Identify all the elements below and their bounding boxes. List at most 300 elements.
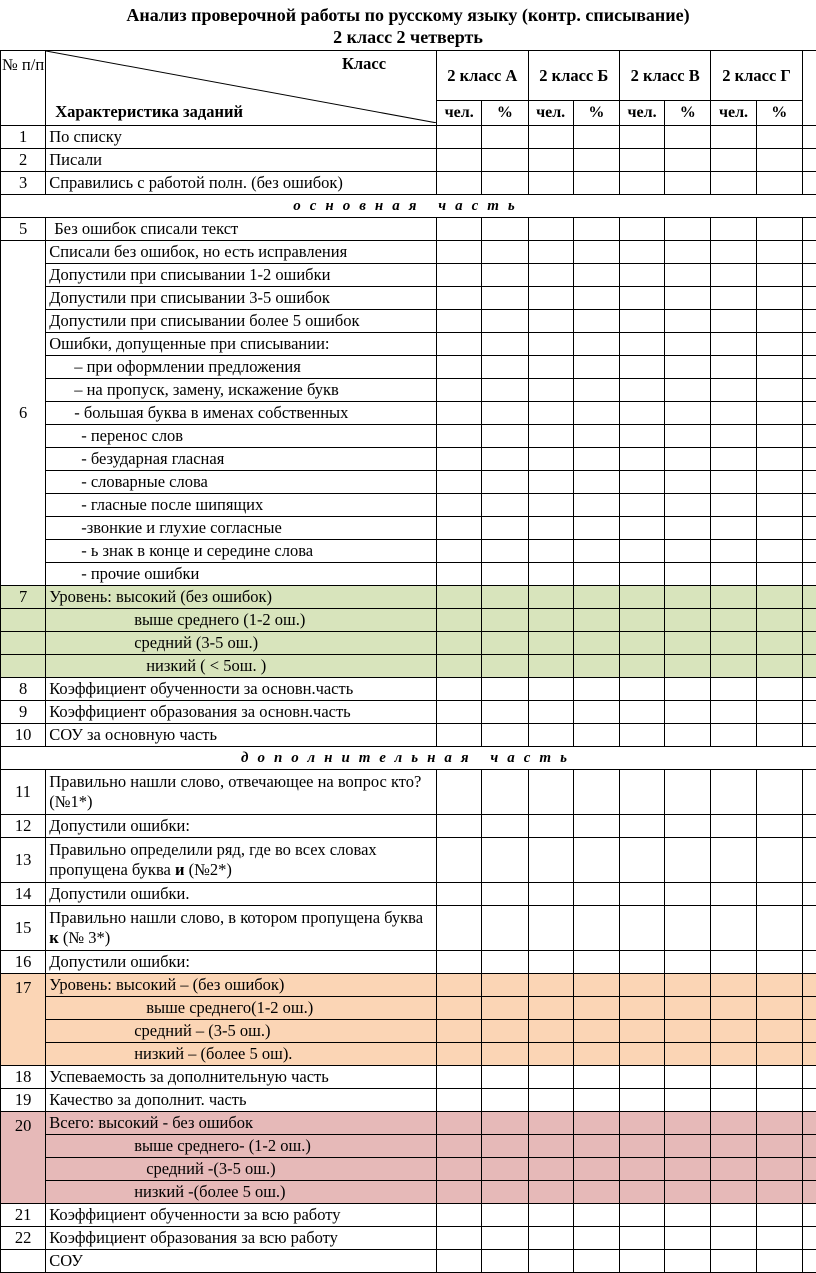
value-cell <box>573 815 619 838</box>
value-cell <box>802 1158 816 1181</box>
row-text: низкий ( < 5ош. ) <box>46 655 437 678</box>
value-cell <box>756 1089 802 1112</box>
table-row <box>1 402 816 425</box>
value-cell <box>619 425 664 448</box>
value-cell <box>802 1204 816 1227</box>
value-cell <box>573 883 619 906</box>
row-text: низкий -(более 5 ош.) <box>46 1181 437 1204</box>
value-cell <box>528 241 573 264</box>
value-cell <box>437 1135 482 1158</box>
value-cell <box>619 172 664 195</box>
row-text: СОУ за основную часть <box>46 724 437 747</box>
section-row <box>1 195 816 218</box>
value-cell <box>756 356 802 379</box>
value-cell <box>711 1043 756 1066</box>
value-cell <box>482 815 528 838</box>
value-cell <box>756 517 802 540</box>
value-cell <box>437 333 482 356</box>
value-cell <box>711 655 756 678</box>
value-cell <box>482 997 528 1020</box>
value-cell <box>619 379 664 402</box>
value-cell <box>619 1250 664 1273</box>
table-row <box>1 264 816 287</box>
value-cell <box>665 379 711 402</box>
value-cell <box>437 632 482 655</box>
value-cell <box>802 883 816 906</box>
value-cell <box>665 310 711 333</box>
row-number: 21 <box>1 1204 46 1227</box>
value-cell <box>802 402 816 425</box>
value-cell <box>756 425 802 448</box>
value-cell <box>711 1250 756 1273</box>
row-text: По списку <box>46 126 437 149</box>
value-cell <box>802 974 816 997</box>
row-text: Допустили ошибки: <box>46 815 437 838</box>
value-cell <box>437 287 482 310</box>
value-cell <box>619 448 664 471</box>
value-cell <box>711 1181 756 1204</box>
section-row <box>1 747 816 770</box>
value-cell <box>482 883 528 906</box>
value-cell <box>482 701 528 724</box>
value-cell <box>528 333 573 356</box>
value-cell <box>573 402 619 425</box>
table-row <box>1 540 816 563</box>
value-cell <box>619 149 664 172</box>
value-cell <box>482 149 528 172</box>
row-text: Успеваемость за дополнительную часть <box>46 1066 437 1089</box>
table-row <box>1 1227 816 1250</box>
value-cell <box>482 402 528 425</box>
value-cell <box>482 974 528 997</box>
value-cell <box>665 149 711 172</box>
value-cell <box>802 770 816 815</box>
value-cell <box>802 655 816 678</box>
value-cell <box>711 974 756 997</box>
value-cell <box>711 448 756 471</box>
value-cell <box>619 1020 664 1043</box>
value-cell <box>665 997 711 1020</box>
table-row <box>1 883 816 906</box>
value-cell <box>756 951 802 974</box>
value-cell <box>802 724 816 747</box>
value-cell <box>437 425 482 448</box>
row-number: 10 <box>1 724 46 747</box>
value-cell <box>528 540 573 563</box>
value-cell <box>802 701 816 724</box>
value-cell <box>665 172 711 195</box>
value-cell <box>711 356 756 379</box>
row-text: Коэффициент образования за всю работу <box>46 1227 437 1250</box>
value-cell <box>665 126 711 149</box>
row-number: 20 <box>1 1112 46 1204</box>
value-cell <box>482 1227 528 1250</box>
value-cell <box>756 126 802 149</box>
value-cell <box>711 1112 756 1135</box>
row-number: 11 <box>1 770 46 815</box>
value-cell <box>756 333 802 356</box>
value-cell <box>802 379 816 402</box>
row-number: 17 <box>1 974 46 1066</box>
value-cell <box>528 609 573 632</box>
row-number <box>1 632 46 655</box>
value-cell <box>528 1158 573 1181</box>
table-row <box>1 126 816 149</box>
value-cell <box>482 1066 528 1089</box>
document-title <box>0 4 816 48</box>
value-cell <box>665 241 711 264</box>
extra-col-header <box>802 51 816 126</box>
table-row <box>1 632 816 655</box>
value-cell <box>482 724 528 747</box>
sub-people-g: чел. <box>711 101 756 126</box>
table-row <box>1 609 816 632</box>
table-row <box>1 655 816 678</box>
value-cell <box>437 609 482 632</box>
value-cell <box>665 655 711 678</box>
sub-people-b: чел. <box>528 101 573 126</box>
value-cell <box>482 379 528 402</box>
value-cell <box>528 632 573 655</box>
row-text: Допустили при списывании 1-2 ошибки <box>46 264 437 287</box>
table-row <box>1 997 816 1020</box>
value-cell <box>437 1227 482 1250</box>
value-cell <box>437 906 482 951</box>
value-cell <box>711 172 756 195</box>
value-cell <box>619 540 664 563</box>
value-cell <box>437 402 482 425</box>
value-cell <box>528 218 573 241</box>
value-cell <box>711 815 756 838</box>
table-row <box>1 701 816 724</box>
value-cell <box>665 356 711 379</box>
value-cell <box>802 1020 816 1043</box>
row-number: 13 <box>1 838 46 883</box>
value-cell <box>528 517 573 540</box>
value-cell <box>528 402 573 425</box>
row-text: -звонкие и глухие согласные <box>46 517 437 540</box>
value-cell <box>665 1043 711 1066</box>
value-cell <box>573 241 619 264</box>
row-text: низкий – (более 5 ош). <box>46 1043 437 1066</box>
value-cell <box>482 425 528 448</box>
row-text: Качество за дополнит. часть <box>46 1089 437 1112</box>
value-cell <box>802 425 816 448</box>
value-cell <box>665 1020 711 1043</box>
value-cell <box>619 310 664 333</box>
value-cell <box>573 1204 619 1227</box>
value-cell <box>482 655 528 678</box>
value-cell <box>619 1158 664 1181</box>
value-cell <box>437 974 482 997</box>
value-cell <box>711 310 756 333</box>
value-cell <box>756 310 802 333</box>
value-cell <box>528 149 573 172</box>
table-row <box>1 678 816 701</box>
value-cell <box>711 951 756 974</box>
value-cell <box>619 906 664 951</box>
value-cell <box>437 563 482 586</box>
value-cell <box>711 563 756 586</box>
title-line-1: Анализ проверочной работы по русскому языку (контр. списывание) <box>0 4 816 26</box>
row-text: - ь знак в конце и середине слова <box>46 540 437 563</box>
table-row <box>1 218 816 241</box>
row-text: Всего: высокий - без ошибок <box>46 1112 437 1135</box>
value-cell <box>711 517 756 540</box>
value-cell <box>619 655 664 678</box>
table-row <box>1 448 816 471</box>
row-number <box>1 1250 46 1273</box>
value-cell <box>756 448 802 471</box>
value-cell <box>665 724 711 747</box>
class-b-header: 2 класс Б <box>528 51 619 101</box>
value-cell <box>619 951 664 974</box>
value-cell <box>528 1250 573 1273</box>
value-cell <box>573 655 619 678</box>
row-number: 9 <box>1 701 46 724</box>
value-cell <box>802 241 816 264</box>
value-cell <box>528 448 573 471</box>
value-cell <box>711 678 756 701</box>
row-number: 15 <box>1 906 46 951</box>
value-cell <box>437 172 482 195</box>
value-cell <box>665 951 711 974</box>
value-cell <box>802 1043 816 1066</box>
value-cell <box>802 1089 816 1112</box>
value-cell <box>711 471 756 494</box>
value-cell <box>665 1227 711 1250</box>
value-cell <box>802 172 816 195</box>
value-cell <box>573 126 619 149</box>
value-cell <box>573 906 619 951</box>
value-cell <box>437 815 482 838</box>
table-row <box>1 1066 816 1089</box>
value-cell <box>619 356 664 379</box>
value-cell <box>665 1066 711 1089</box>
value-cell <box>482 218 528 241</box>
value-cell <box>665 563 711 586</box>
value-cell <box>711 402 756 425</box>
value-cell <box>528 678 573 701</box>
value-cell <box>802 333 816 356</box>
row-text: выше среднего- (1-2 ош.) <box>46 1135 437 1158</box>
value-cell <box>619 1181 664 1204</box>
value-cell <box>437 997 482 1020</box>
value-cell <box>665 517 711 540</box>
value-cell <box>619 701 664 724</box>
row-text: Допустили ошибки. <box>46 883 437 906</box>
value-cell <box>619 609 664 632</box>
row-text: - перенос слов <box>46 425 437 448</box>
table-row <box>1 1020 816 1043</box>
value-cell <box>665 1089 711 1112</box>
table-row <box>1 1181 816 1204</box>
value-cell <box>802 997 816 1020</box>
table-row <box>1 815 816 838</box>
row-text: - большая буква в именах собственных <box>46 402 437 425</box>
value-cell <box>619 838 664 883</box>
section-title: основная часть <box>1 195 816 218</box>
value-cell <box>437 1204 482 1227</box>
value-cell <box>756 264 802 287</box>
value-cell <box>711 218 756 241</box>
value-cell <box>756 609 802 632</box>
value-cell <box>665 402 711 425</box>
table-row <box>1 906 816 951</box>
value-cell <box>665 1204 711 1227</box>
table-row <box>1 838 816 883</box>
value-cell <box>573 1066 619 1089</box>
header-klass: Класс <box>342 54 386 74</box>
value-cell <box>528 563 573 586</box>
value-cell <box>711 149 756 172</box>
value-cell <box>619 1204 664 1227</box>
table-row <box>1 494 816 517</box>
table-row <box>1 310 816 333</box>
value-cell <box>665 1158 711 1181</box>
table-row <box>1 379 816 402</box>
value-cell <box>437 517 482 540</box>
value-cell <box>665 218 711 241</box>
value-cell <box>528 425 573 448</box>
value-cell <box>756 678 802 701</box>
value-cell <box>528 770 573 815</box>
sub-percent-b: % <box>573 101 619 126</box>
value-cell <box>528 883 573 906</box>
value-cell <box>711 1020 756 1043</box>
value-cell <box>528 264 573 287</box>
class-a-header: 2 класс А <box>437 51 528 101</box>
value-cell <box>665 1112 711 1135</box>
value-cell <box>573 172 619 195</box>
value-cell <box>756 1250 802 1273</box>
value-cell <box>573 724 619 747</box>
value-cell <box>756 632 802 655</box>
row-text: - безударная гласная <box>46 448 437 471</box>
value-cell <box>437 494 482 517</box>
value-cell <box>802 1066 816 1089</box>
value-cell <box>437 1066 482 1089</box>
value-cell <box>711 241 756 264</box>
value-cell <box>528 838 573 883</box>
value-cell <box>756 172 802 195</box>
bold-letter: к <box>49 928 59 947</box>
value-cell <box>665 333 711 356</box>
value-cell <box>665 678 711 701</box>
value-cell <box>573 1181 619 1204</box>
row-text: Правильно нашли слово, отвечающее на вопрос кто? (№1*) <box>46 770 437 815</box>
value-cell <box>756 1043 802 1066</box>
value-cell <box>756 586 802 609</box>
row-number: 5 <box>1 218 46 241</box>
table-row <box>1 1112 816 1135</box>
table-row <box>1 425 816 448</box>
value-cell <box>482 494 528 517</box>
value-cell <box>665 883 711 906</box>
value-cell <box>756 1020 802 1043</box>
table-row <box>1 241 816 264</box>
value-cell <box>528 172 573 195</box>
row-number: 6 <box>1 241 46 586</box>
table-row <box>1 356 816 379</box>
table-row <box>1 974 816 997</box>
value-cell <box>437 356 482 379</box>
row-number: 1 <box>1 126 46 149</box>
value-cell <box>756 815 802 838</box>
value-cell <box>437 1089 482 1112</box>
row-text: Правильно нашли слово, в котором пропущена буква к (№ 3*) <box>46 906 437 951</box>
row-text: Уровень: высокий – (без ошибок) <box>46 974 437 997</box>
value-cell <box>482 310 528 333</box>
value-cell <box>711 609 756 632</box>
value-cell <box>528 1227 573 1250</box>
table-row <box>1 770 816 815</box>
row-text: средний -(3-5 ош.) <box>46 1158 437 1181</box>
value-cell <box>573 379 619 402</box>
row-text: Уровень: высокий (без ошибок) <box>46 586 437 609</box>
value-cell <box>573 701 619 724</box>
value-cell <box>756 1066 802 1089</box>
value-cell <box>619 678 664 701</box>
value-cell <box>482 540 528 563</box>
value-cell <box>437 540 482 563</box>
analysis-table <box>0 50 816 1273</box>
value-cell <box>619 1066 664 1089</box>
header-num <box>1 51 46 126</box>
value-cell <box>482 126 528 149</box>
value-cell <box>437 838 482 883</box>
row-number: 14 <box>1 883 46 906</box>
value-cell <box>482 906 528 951</box>
value-cell <box>437 310 482 333</box>
value-cell <box>756 241 802 264</box>
value-cell <box>665 701 711 724</box>
value-cell <box>573 494 619 517</box>
value-cell <box>528 655 573 678</box>
value-cell <box>665 494 711 517</box>
value-cell <box>437 218 482 241</box>
value-cell <box>711 126 756 149</box>
value-cell <box>482 838 528 883</box>
value-cell <box>573 471 619 494</box>
value-cell <box>802 951 816 974</box>
value-cell <box>482 1158 528 1181</box>
value-cell <box>802 815 816 838</box>
value-cell <box>756 287 802 310</box>
value-cell <box>756 540 802 563</box>
value-cell <box>619 287 664 310</box>
value-cell <box>756 724 802 747</box>
value-cell <box>756 770 802 815</box>
value-cell <box>756 494 802 517</box>
table-row <box>1 951 816 974</box>
row-text: Без ошибок списали текст <box>46 218 437 241</box>
value-cell <box>665 540 711 563</box>
value-cell <box>437 724 482 747</box>
value-cell <box>756 701 802 724</box>
value-cell <box>482 241 528 264</box>
value-cell <box>573 425 619 448</box>
row-text: Справились с работой полн. (без ошибок) <box>46 172 437 195</box>
value-cell <box>711 1135 756 1158</box>
value-cell <box>573 287 619 310</box>
value-cell <box>573 1020 619 1043</box>
value-cell <box>437 264 482 287</box>
value-cell <box>802 906 816 951</box>
row-text: средний – (3-5 ош.) <box>46 1020 437 1043</box>
value-cell <box>619 1089 664 1112</box>
value-cell <box>573 1089 619 1112</box>
